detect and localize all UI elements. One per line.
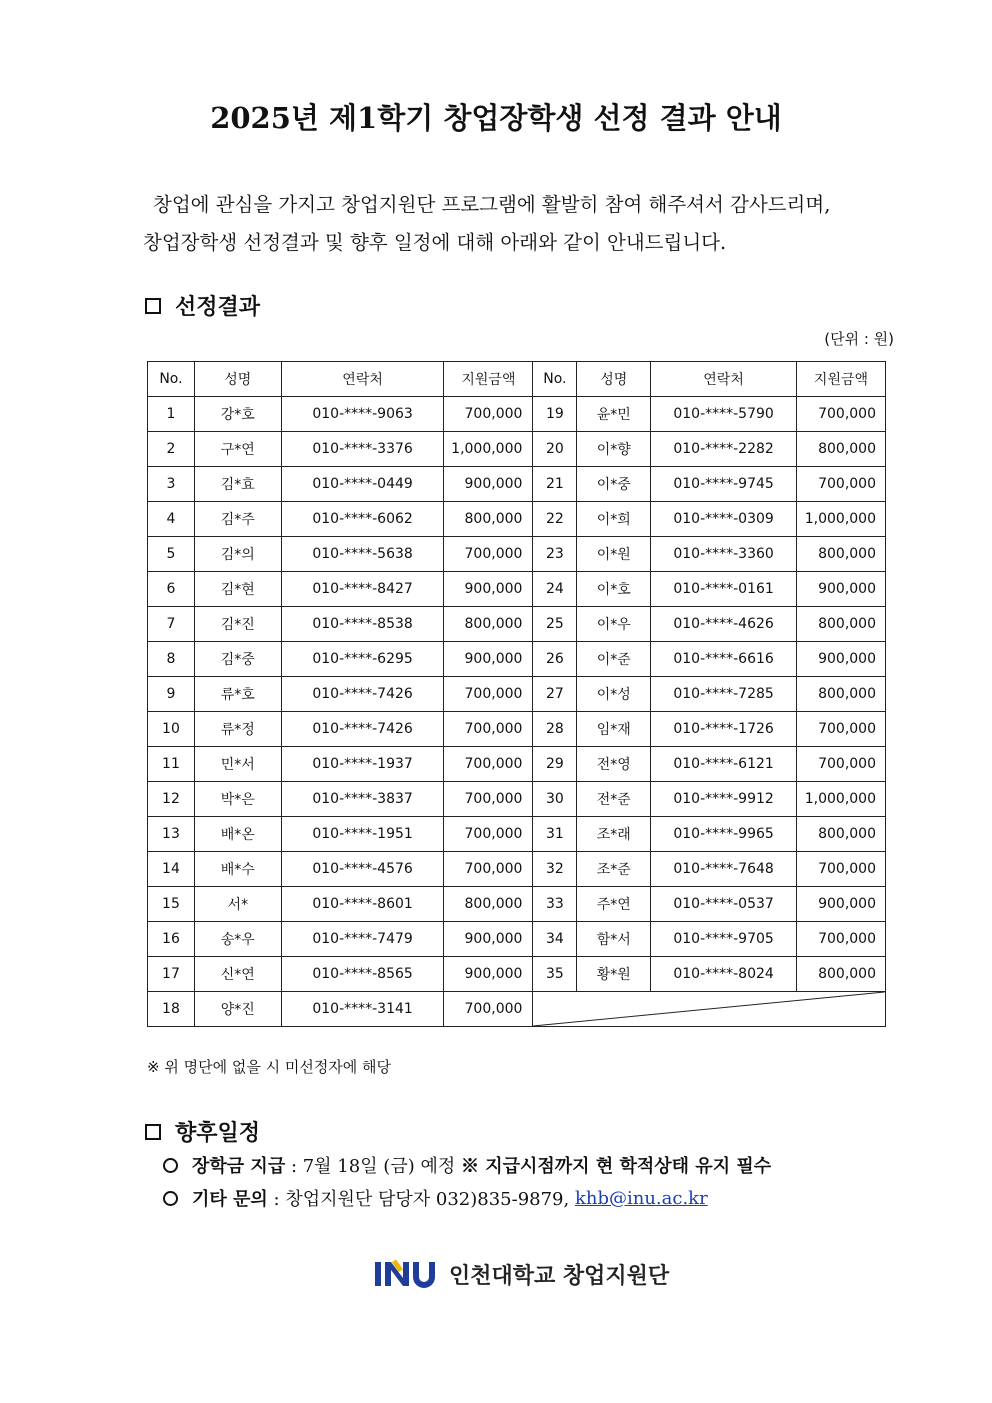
section-selection-heading bbox=[145, 290, 260, 321]
cell-no: 1 bbox=[148, 397, 195, 432]
cell-no: 32 bbox=[533, 852, 577, 887]
cell-amount: 1,000,000 bbox=[796, 502, 885, 537]
cell-name: 송*우 bbox=[194, 922, 281, 957]
header-name: 성명 bbox=[194, 362, 281, 397]
table-note: ※ 위 명단에 없을 시 미선정자에 해당 bbox=[147, 1058, 392, 1076]
cell-no: 28 bbox=[533, 712, 577, 747]
table-row bbox=[148, 397, 886, 432]
contact-email-link[interactable]: khb@inu.ac.kr bbox=[574, 1187, 708, 1209]
table-row bbox=[148, 922, 886, 957]
cell-no: 16 bbox=[148, 922, 195, 957]
cell-phone: 010-****-7285 bbox=[651, 677, 797, 712]
cell-name: 임*재 bbox=[577, 712, 651, 747]
cell-amount: 900,000 bbox=[796, 572, 885, 607]
inu-logo bbox=[373, 1258, 669, 1290]
cell-amount: 700,000 bbox=[444, 677, 533, 712]
intro-line-2: 창업장학생 선정결과 및 향후 일정에 대해 아래와 같이 안내드립니다. bbox=[143, 231, 727, 254]
circle-bullet-icon bbox=[163, 1191, 178, 1206]
cell-phone: 010-****-3376 bbox=[281, 432, 444, 467]
header-phone: 연락처 bbox=[651, 362, 797, 397]
cell-amount: 800,000 bbox=[444, 887, 533, 922]
cell-no: 4 bbox=[148, 502, 195, 537]
cell-name: 이*우 bbox=[577, 607, 651, 642]
cell-no: 5 bbox=[148, 537, 195, 572]
cell-no: 11 bbox=[148, 747, 195, 782]
table-row bbox=[148, 432, 886, 467]
cell-no: 15 bbox=[148, 887, 195, 922]
cell-amount: 800,000 bbox=[796, 607, 885, 642]
table-row bbox=[148, 537, 886, 572]
cell-amount: 900,000 bbox=[444, 642, 533, 677]
cell-name: 이*희 bbox=[577, 502, 651, 537]
table-row bbox=[148, 677, 886, 712]
cell-phone: 010-****-3141 bbox=[281, 992, 444, 1027]
cell-name: 전*영 bbox=[577, 747, 651, 782]
table-row bbox=[148, 852, 886, 887]
cell-name: 양*진 bbox=[194, 992, 281, 1027]
page-title: 2025년 제1학기 창업장학생 선정 결과 안내 bbox=[210, 101, 782, 135]
cell-no: 6 bbox=[148, 572, 195, 607]
cell-amount: 900,000 bbox=[796, 887, 885, 922]
cell-name: 조*준 bbox=[577, 852, 651, 887]
schedule-item-contact bbox=[163, 1185, 708, 1211]
cell-phone: 010-****-8427 bbox=[281, 572, 444, 607]
cell-no: 3 bbox=[148, 467, 195, 502]
cell-name: 이*준 bbox=[577, 642, 651, 677]
cell-no: 30 bbox=[533, 782, 577, 817]
cell-no: 21 bbox=[533, 467, 577, 502]
header-name: 성명 bbox=[577, 362, 651, 397]
payment-label: 장학금 지급 bbox=[192, 1156, 286, 1177]
cell-amount: 800,000 bbox=[444, 502, 533, 537]
cell-amount: 800,000 bbox=[444, 607, 533, 642]
section-selection-title: 선정결과 bbox=[175, 294, 261, 320]
cell-phone: 010-****-8538 bbox=[281, 607, 444, 642]
header-phone: 연락처 bbox=[281, 362, 444, 397]
cell-no: 29 bbox=[533, 747, 577, 782]
circle-bullet-icon bbox=[163, 1158, 178, 1173]
cell-no: 9 bbox=[148, 677, 195, 712]
cell-name: 김*의 bbox=[194, 537, 281, 572]
cell-name: 이*원 bbox=[577, 537, 651, 572]
table-row bbox=[148, 747, 886, 782]
cell-name: 류*호 bbox=[194, 677, 281, 712]
cell-name: 김*진 bbox=[194, 607, 281, 642]
cell-name: 윤*민 bbox=[577, 397, 651, 432]
table-row bbox=[148, 607, 886, 642]
cell-name: 배*온 bbox=[194, 817, 281, 852]
cell-amount: 800,000 bbox=[796, 677, 885, 712]
square-bullet-icon bbox=[145, 1124, 161, 1140]
cell-name: 이*성 bbox=[577, 677, 651, 712]
cell-name: 김*중 bbox=[194, 642, 281, 677]
cell-phone: 010-****-9745 bbox=[651, 467, 797, 502]
cell-phone: 010-****-8024 bbox=[651, 957, 797, 992]
table-row bbox=[148, 887, 886, 922]
cell-no: 19 bbox=[533, 397, 577, 432]
cell-name: 김*효 bbox=[194, 467, 281, 502]
cell-phone: 010-****-9965 bbox=[651, 817, 797, 852]
cell-no: 10 bbox=[148, 712, 195, 747]
cell-name: 구*연 bbox=[194, 432, 281, 467]
cell-phone: 010-****-1951 bbox=[281, 817, 444, 852]
cell-name: 민*서 bbox=[194, 747, 281, 782]
cell-phone: 010-****-6121 bbox=[651, 747, 797, 782]
cell-amount: 700,000 bbox=[796, 397, 885, 432]
cell-amount: 900,000 bbox=[444, 957, 533, 992]
cell-amount: 900,000 bbox=[796, 642, 885, 677]
table-row bbox=[148, 782, 886, 817]
cell-phone: 010-****-8601 bbox=[281, 887, 444, 922]
cell-phone: 010-****-6295 bbox=[281, 642, 444, 677]
table-row bbox=[148, 642, 886, 677]
inu-logo-mark-icon bbox=[373, 1258, 443, 1290]
cell-phone: 010-****-1726 bbox=[651, 712, 797, 747]
cell-no: 24 bbox=[533, 572, 577, 607]
cell-phone: 010-****-9705 bbox=[651, 922, 797, 957]
cell-no: 7 bbox=[148, 607, 195, 642]
unit-label: (단위 : 원) bbox=[824, 330, 894, 348]
cell-amount: 700,000 bbox=[444, 537, 533, 572]
logo-text: 인천대학교 창업지원단 bbox=[449, 1263, 670, 1289]
cell-no: 22 bbox=[533, 502, 577, 537]
cell-name: 황*원 bbox=[577, 957, 651, 992]
cell-phone: 010-****-6062 bbox=[281, 502, 444, 537]
payment-note: ※ 지급시점까지 현 학적상태 유지 필수 bbox=[460, 1156, 772, 1177]
cell-amount: 1,000,000 bbox=[796, 782, 885, 817]
cell-no: 20 bbox=[533, 432, 577, 467]
cell-amount: 700,000 bbox=[444, 992, 533, 1027]
contact-label: 기타 문의 bbox=[192, 1189, 268, 1210]
payment-date: : 7월 18일 (금) 예정 bbox=[285, 1156, 461, 1177]
cell-no: 18 bbox=[148, 992, 195, 1027]
cell-phone: 010-****-9063 bbox=[281, 397, 444, 432]
cell-amount: 800,000 bbox=[796, 817, 885, 852]
table-row bbox=[148, 467, 886, 502]
cell-no: 2 bbox=[148, 432, 195, 467]
intro-line-1: 창업에 관심을 가지고 창업지원단 프로그램에 활발히 참여 해주셔서 감사드리며, bbox=[153, 193, 831, 216]
cell-name: 주*연 bbox=[577, 887, 651, 922]
cell-phone: 010-****-8565 bbox=[281, 957, 444, 992]
cell-phone: 010-****-0537 bbox=[651, 887, 797, 922]
header-no: No. bbox=[148, 362, 195, 397]
cell-no: 12 bbox=[148, 782, 195, 817]
cell-no: 25 bbox=[533, 607, 577, 642]
cell-amount: 900,000 bbox=[444, 467, 533, 502]
cell-no: 26 bbox=[533, 642, 577, 677]
header-no: No. bbox=[533, 362, 577, 397]
header-amount: 지원금액 bbox=[444, 362, 533, 397]
cell-phone: 010-****-6616 bbox=[651, 642, 797, 677]
cell-name: 서* bbox=[194, 887, 281, 922]
cell-no: 14 bbox=[148, 852, 195, 887]
table-row bbox=[148, 957, 886, 992]
cell-phone: 010-****-4626 bbox=[651, 607, 797, 642]
header-amount: 지원금액 bbox=[796, 362, 885, 397]
section-schedule-heading bbox=[145, 1116, 260, 1147]
cell-name: 이*중 bbox=[577, 467, 651, 502]
table-row bbox=[148, 817, 886, 852]
cell-phone: 010-****-0449 bbox=[281, 467, 444, 502]
cell-name: 강*호 bbox=[194, 397, 281, 432]
cell-amount: 900,000 bbox=[444, 572, 533, 607]
cell-no: 33 bbox=[533, 887, 577, 922]
cell-phone: 010-****-3360 bbox=[651, 537, 797, 572]
cell-no: 8 bbox=[148, 642, 195, 677]
result-table bbox=[147, 361, 886, 1027]
cell-name: 박*은 bbox=[194, 782, 281, 817]
cell-amount: 700,000 bbox=[444, 852, 533, 887]
cell-amount: 700,000 bbox=[796, 922, 885, 957]
empty-slash-cell bbox=[533, 992, 886, 1027]
cell-name: 류*정 bbox=[194, 712, 281, 747]
table-row bbox=[148, 712, 886, 747]
cell-phone: 010-****-4576 bbox=[281, 852, 444, 887]
cell-name: 전*준 bbox=[577, 782, 651, 817]
cell-phone: 010-****-5790 bbox=[651, 397, 797, 432]
cell-amount: 700,000 bbox=[796, 712, 885, 747]
cell-phone: 010-****-7479 bbox=[281, 922, 444, 957]
cell-no: 34 bbox=[533, 922, 577, 957]
cell-amount: 700,000 bbox=[444, 712, 533, 747]
cell-phone: 010-****-9912 bbox=[651, 782, 797, 817]
cell-name: 함*서 bbox=[577, 922, 651, 957]
diagonal-line bbox=[533, 992, 885, 1026]
cell-name: 김*주 bbox=[194, 502, 281, 537]
cell-amount: 700,000 bbox=[444, 747, 533, 782]
cell-no: 27 bbox=[533, 677, 577, 712]
cell-amount: 700,000 bbox=[444, 782, 533, 817]
cell-name: 이*호 bbox=[577, 572, 651, 607]
table-row bbox=[148, 992, 886, 1027]
contact-text: : 창업지원단 담당자 032)835-9879, bbox=[267, 1189, 575, 1210]
cell-amount: 800,000 bbox=[796, 537, 885, 572]
cell-name: 조*래 bbox=[577, 817, 651, 852]
schedule-item-payment bbox=[163, 1152, 771, 1178]
square-bullet-icon bbox=[145, 298, 161, 314]
cell-no: 23 bbox=[533, 537, 577, 572]
table-row bbox=[148, 572, 886, 607]
table-row bbox=[148, 502, 886, 537]
cell-amount: 900,000 bbox=[444, 922, 533, 957]
cell-phone: 010-****-5638 bbox=[281, 537, 444, 572]
cell-no: 13 bbox=[148, 817, 195, 852]
cell-no: 31 bbox=[533, 817, 577, 852]
cell-phone: 010-****-7648 bbox=[651, 852, 797, 887]
cell-amount: 700,000 bbox=[796, 852, 885, 887]
cell-amount: 800,000 bbox=[796, 432, 885, 467]
cell-amount: 700,000 bbox=[796, 747, 885, 782]
cell-phone: 010-****-2282 bbox=[651, 432, 797, 467]
cell-name: 이*향 bbox=[577, 432, 651, 467]
cell-amount: 700,000 bbox=[444, 397, 533, 432]
cell-phone: 010-****-3837 bbox=[281, 782, 444, 817]
section-schedule-title: 향후일정 bbox=[175, 1120, 261, 1146]
cell-phone: 010-****-1937 bbox=[281, 747, 444, 782]
cell-phone: 010-****-7426 bbox=[281, 677, 444, 712]
cell-amount: 700,000 bbox=[796, 467, 885, 502]
cell-amount: 700,000 bbox=[444, 817, 533, 852]
cell-amount: 1,000,000 bbox=[444, 432, 533, 467]
cell-no: 35 bbox=[533, 957, 577, 992]
cell-phone: 010-****-0309 bbox=[651, 502, 797, 537]
cell-name: 신*연 bbox=[194, 957, 281, 992]
cell-no: 17 bbox=[148, 957, 195, 992]
table-header-row bbox=[148, 362, 886, 397]
cell-name: 김*현 bbox=[194, 572, 281, 607]
cell-name: 배*수 bbox=[194, 852, 281, 887]
cell-phone: 010-****-0161 bbox=[651, 572, 797, 607]
cell-phone: 010-****-7426 bbox=[281, 712, 444, 747]
cell-amount: 800,000 bbox=[796, 957, 885, 992]
